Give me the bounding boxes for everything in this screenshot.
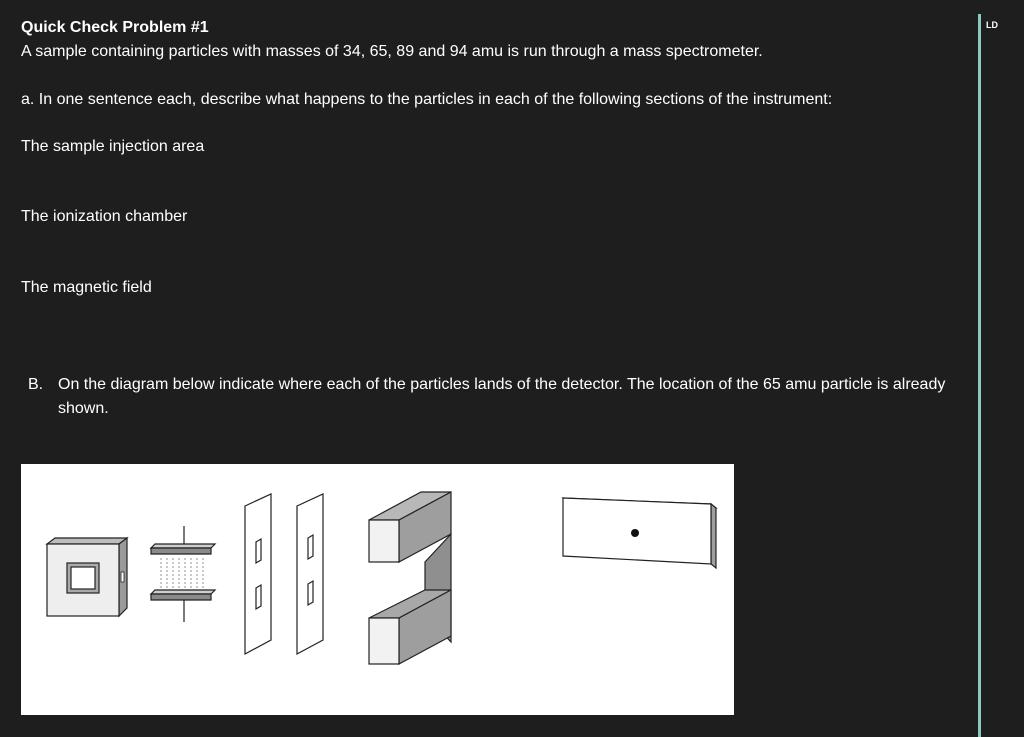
section-sample-injection: The sample injection area	[21, 138, 205, 155]
particle-65-marker	[631, 529, 639, 537]
ionization-plates	[151, 526, 215, 622]
problem-title: Quick Check Problem #1	[21, 19, 209, 36]
section-magnetic-field: The magnetic field	[21, 279, 152, 296]
sample-injector	[47, 538, 127, 616]
mass-spectrometer-diagram	[21, 464, 734, 715]
section-ionization-chamber: The ionization chamber	[21, 208, 188, 225]
problem-intro: A sample containing particles with masses of 34, 65, 89 and 94 amu is run through a mass spectrometer.	[21, 43, 763, 60]
part-b	[28, 373, 978, 421]
margin-line	[978, 14, 981, 737]
part-a-prompt: a. In one sentence each, describe what happens to the particles in each of the following sections of the instrument:	[21, 91, 833, 108]
margin-initials: LD	[986, 20, 998, 30]
part-b-prompt: On the diagram below indicate where each of the particles lands of the detector. The location of the 65 amu particle is already shown.	[58, 376, 946, 417]
part-b-number: B.	[28, 376, 44, 393]
accelerating-slits	[245, 494, 323, 654]
magnet	[369, 492, 451, 664]
detector	[563, 498, 716, 568]
